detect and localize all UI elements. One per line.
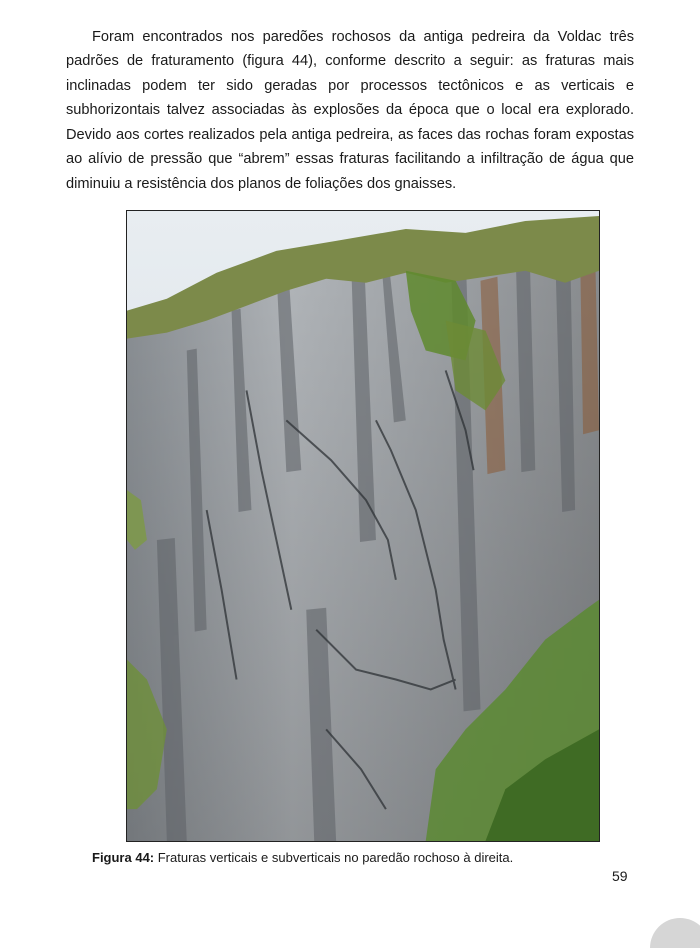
body-paragraph: Foram encontrados nos paredões rochosos da antiga pedreira da Voldac três padrões de fraturamento (figura 44), conforme descrito a seguir: as fraturas mais inclinadas podem ter sido geradas por processos tectônicos e as verticais e subhorizontais talvez associadas às explosões da época que o local era explorado. Devido aos cortes realizados pela antiga pedreira, as faces das rochas foram expostas ao alívio de pressão que “abrem” essas fraturas facilitando a infiltração de água que diminuiu a resistência dos planos de foliações dos gnaisses. bbox=[66, 28, 634, 192]
figure-photo-rock-wall bbox=[126, 210, 600, 842]
page-number: 59 bbox=[612, 868, 628, 884]
page-corner-decoration bbox=[650, 918, 700, 948]
figure-caption-label: Figura 44: bbox=[92, 850, 155, 865]
rock-wall-photo bbox=[127, 211, 599, 841]
figure-caption bbox=[92, 850, 513, 866]
figure-caption-text: Fraturas verticais e subverticais no paredão rochoso à direita. bbox=[154, 850, 514, 865]
